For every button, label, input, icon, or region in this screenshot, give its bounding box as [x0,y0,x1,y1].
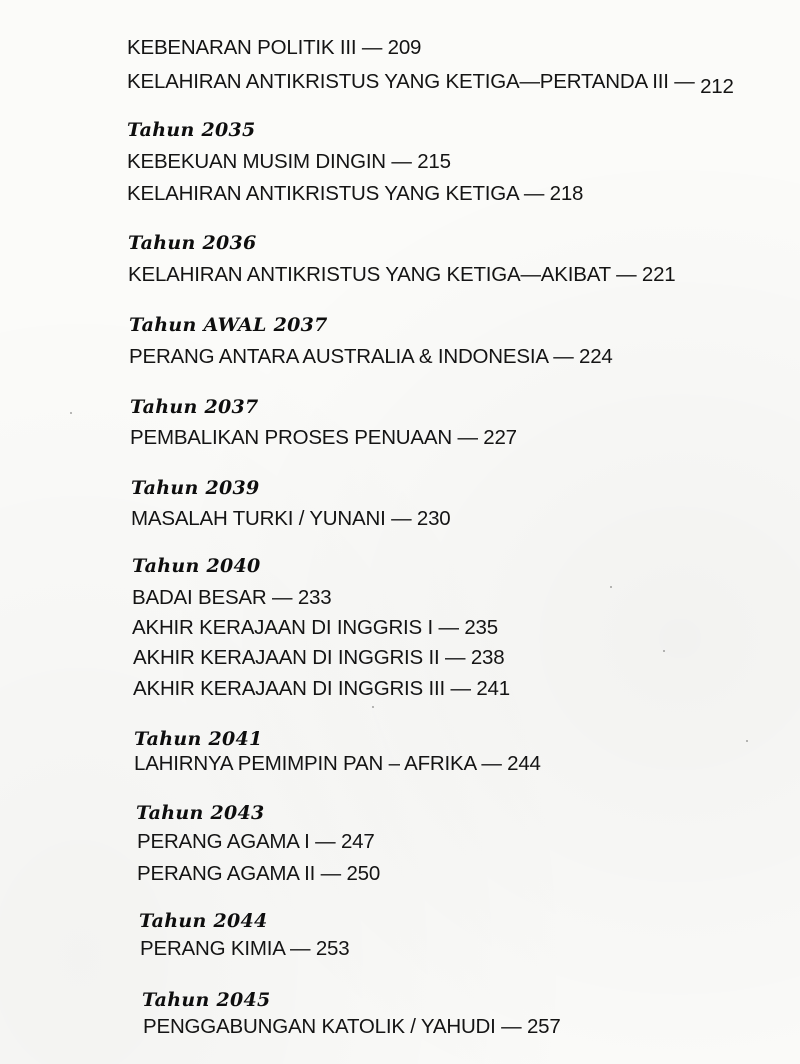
scan-speck [70,412,72,414]
entry-title: PENGGABUNGAN KATOLIK / YAHUDI — [143,1015,522,1038]
entry-title: AKHIR KERAJAAN DI INGGRIS II — [133,646,466,669]
entry-page: 230 [416,507,451,530]
year-heading: Tahun 2036 [128,232,257,254]
year-heading: Tahun AWAL 2037 [129,314,328,336]
entry-page: 257 [526,1015,561,1038]
entry-title: LAHIRNYA PEMIMPIN PAN – AFRIKA — [134,752,502,775]
toc-entry [133,646,504,670]
entry-page: 212 [700,75,734,98]
entry-page: 247 [340,830,375,853]
scan-speck [610,586,612,588]
entry-title: AKHIR KERAJAAN DI INGGRIS I — [132,616,459,639]
year-heading: Tahun 2045 [142,989,271,1011]
year-heading: Tahun 2040 [132,555,261,577]
entry-title: PEMBALIKAN PROSES PENUAAN — [130,426,478,449]
entry-title: PERANG KIMIA — [140,937,311,960]
entry-title: AKHIR KERAJAAN DI INGGRIS III — [133,677,471,700]
entry-page: 253 [315,937,350,960]
entry-page: 238 [470,646,505,669]
entry-title: MASALAH TURKI / YUNANI — [131,507,412,530]
entry-page: 233 [297,586,332,609]
year-heading: Tahun 2044 [139,910,268,932]
entry-page: 235 [464,616,498,639]
entry-title: KELAHIRAN ANTIKRISTUS YANG KETIGA—AKIBAT — [128,263,637,286]
toc-entry [127,70,734,98]
scan-speck [372,706,374,708]
scan-speck [663,650,665,652]
entry-page: 224 [579,345,613,368]
entry-title: PERANG AGAMA I — [137,830,336,853]
toc-entry [131,507,450,531]
entry-title: KELAHIRAN ANTIKRISTUS YANG KETIGA—PERTANDA III — [127,70,695,93]
entry-title: KEBENARAN POLITIK III — [127,36,383,59]
toc-entry [140,937,349,961]
toc-entry [133,677,510,701]
year-heading: Tahun 2037 [130,396,259,418]
toc-entry [137,830,375,854]
toc-entry [143,1015,561,1039]
entry-page: 241 [476,677,510,700]
entry-page: 250 [346,862,381,885]
entry-page: 218 [549,182,584,205]
entry-title: BADAI BESAR — [132,586,293,609]
toc-entry [132,586,331,610]
year-heading: Tahun 2043 [136,802,265,824]
entry-page: 221 [641,263,676,286]
toc-entry [137,862,380,886]
entry-page: 227 [483,426,517,449]
toc-entry [134,752,541,776]
year-heading: Tahun 2039 [131,477,260,499]
entry-title: PERANG AGAMA II — [137,862,341,885]
toc-entry [132,616,498,640]
toc-entry [129,345,613,369]
entry-page: 215 [417,150,451,173]
toc-entry [127,36,421,60]
toc-entry [130,426,517,450]
scan-speck [746,740,748,742]
year-heading: Tahun 2035 [127,119,256,141]
entry-title: PERANG ANTARA AUSTRALIA & INDONESIA — [129,345,574,368]
year-heading: Tahun 2041 [134,728,263,750]
toc-entry [128,263,676,287]
toc-entry [127,182,583,206]
toc-entry [127,150,451,174]
entry-title: KELAHIRAN ANTIKRISTUS YANG KETIGA — [127,182,545,205]
entry-page: 244 [507,752,541,775]
entry-title: KEBEKUAN MUSIM DINGIN — [127,150,412,173]
entry-page: 209 [387,36,422,59]
